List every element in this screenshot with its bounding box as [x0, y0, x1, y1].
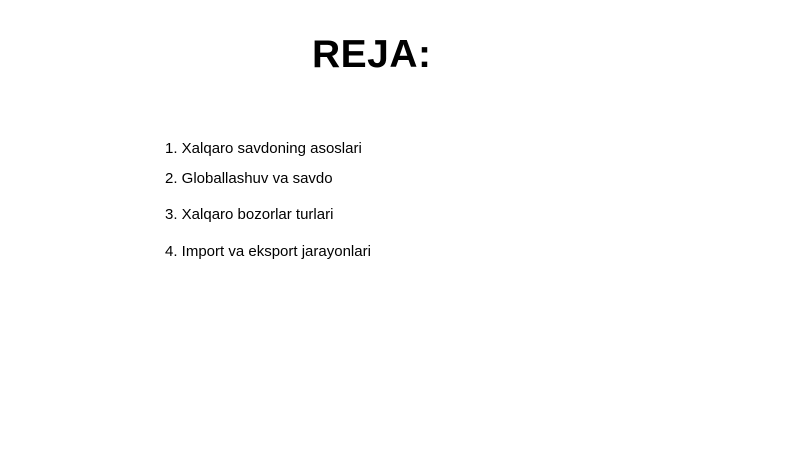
plan-item-3: 3. Xalqaro bozorlar turlari	[165, 206, 334, 223]
plan-item-4: 4. Import va eksport jarayonlari	[165, 243, 371, 260]
plan-item-2: 2. Globallashuv va savdo	[165, 170, 333, 187]
plan-item-1: 1. Xalqaro savdoning asoslari	[165, 140, 362, 157]
slide-title: REJA:	[312, 33, 432, 76]
